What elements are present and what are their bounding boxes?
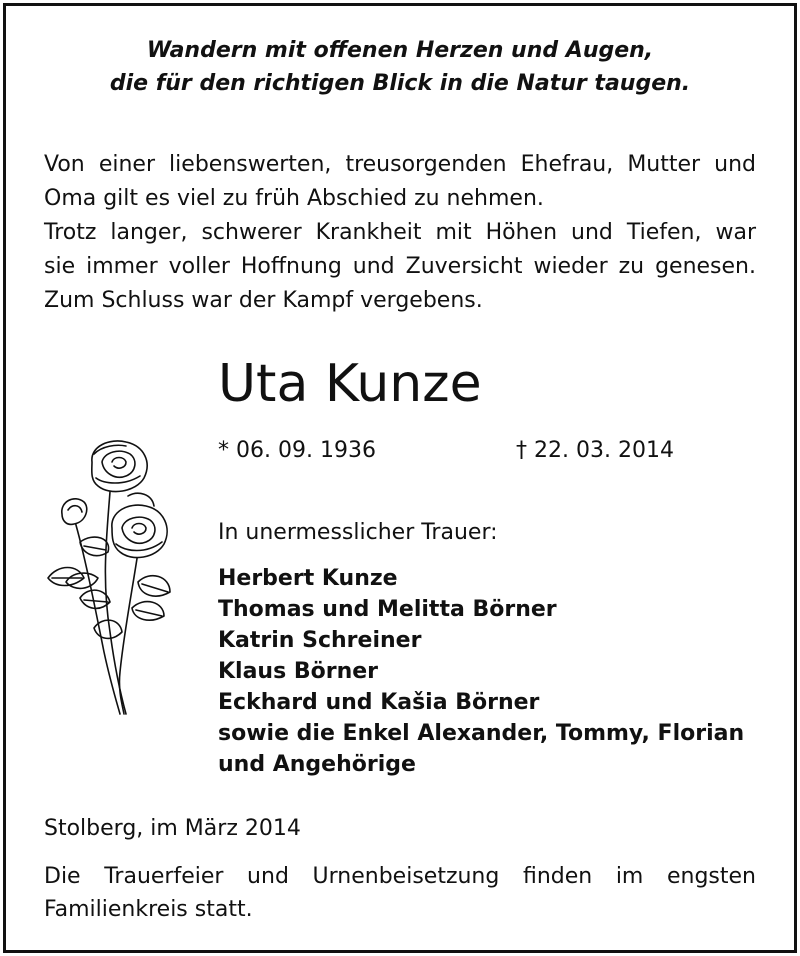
- motto-line-1: Wandern mit offenen Herzen und Augen,: [146, 38, 654, 63]
- mourner-name: Eckhard und Kašia Börner: [218, 690, 540, 715]
- funeral-line-1: Die Trauerfeier und Urnenbeisetzung finden im engsten: [44, 864, 756, 889]
- mourner-name: sowie die Enkel Alexander, Tommy, Florian: [218, 721, 745, 746]
- intro-line-2: Oma gilt es viel zu früh Abschied zu nehmen.: [44, 186, 544, 211]
- intro-line-1: Von einer liebenswerten, treusorgenden Ehefrau, Mutter und: [44, 152, 756, 177]
- mourners-list: [218, 563, 744, 780]
- grief-line: In unermesslicher Trauer:: [218, 520, 498, 545]
- birth-date: * 06. 09. 1936: [218, 438, 376, 463]
- place-and-date: Stolberg, im März 2014: [44, 816, 301, 841]
- deceased-name: Uta Kunze: [218, 354, 482, 414]
- mourner-name: Thomas und Melitta Börner: [218, 597, 557, 622]
- intro-line-5: Zum Schluss war der Kampf vergebens.: [44, 288, 483, 313]
- funeral-line-2: Familienkreis statt.: [44, 897, 253, 922]
- mourner-name: Herbert Kunze: [218, 566, 398, 591]
- rose-illustration-icon: [40, 432, 180, 722]
- motto: [0, 34, 800, 100]
- intro-text: [44, 148, 756, 318]
- mourner-name: Katrin Schreiner: [218, 628, 422, 653]
- mourner-name: Klaus Börner: [218, 659, 379, 684]
- intro-line-4: sie immer voller Hoffnung und Zuversicht wieder zu genesen.: [44, 254, 756, 279]
- death-date: † 22. 03. 2014: [516, 438, 674, 463]
- intro-line-3: Trotz langer, schwerer Krankheit mit Höhen und Tiefen, war: [44, 220, 756, 245]
- mourner-name: und Angehörige: [218, 752, 416, 777]
- motto-line-2: die für den richtigen Blick in die Natur taugen.: [109, 71, 691, 96]
- funeral-notice: [44, 860, 756, 926]
